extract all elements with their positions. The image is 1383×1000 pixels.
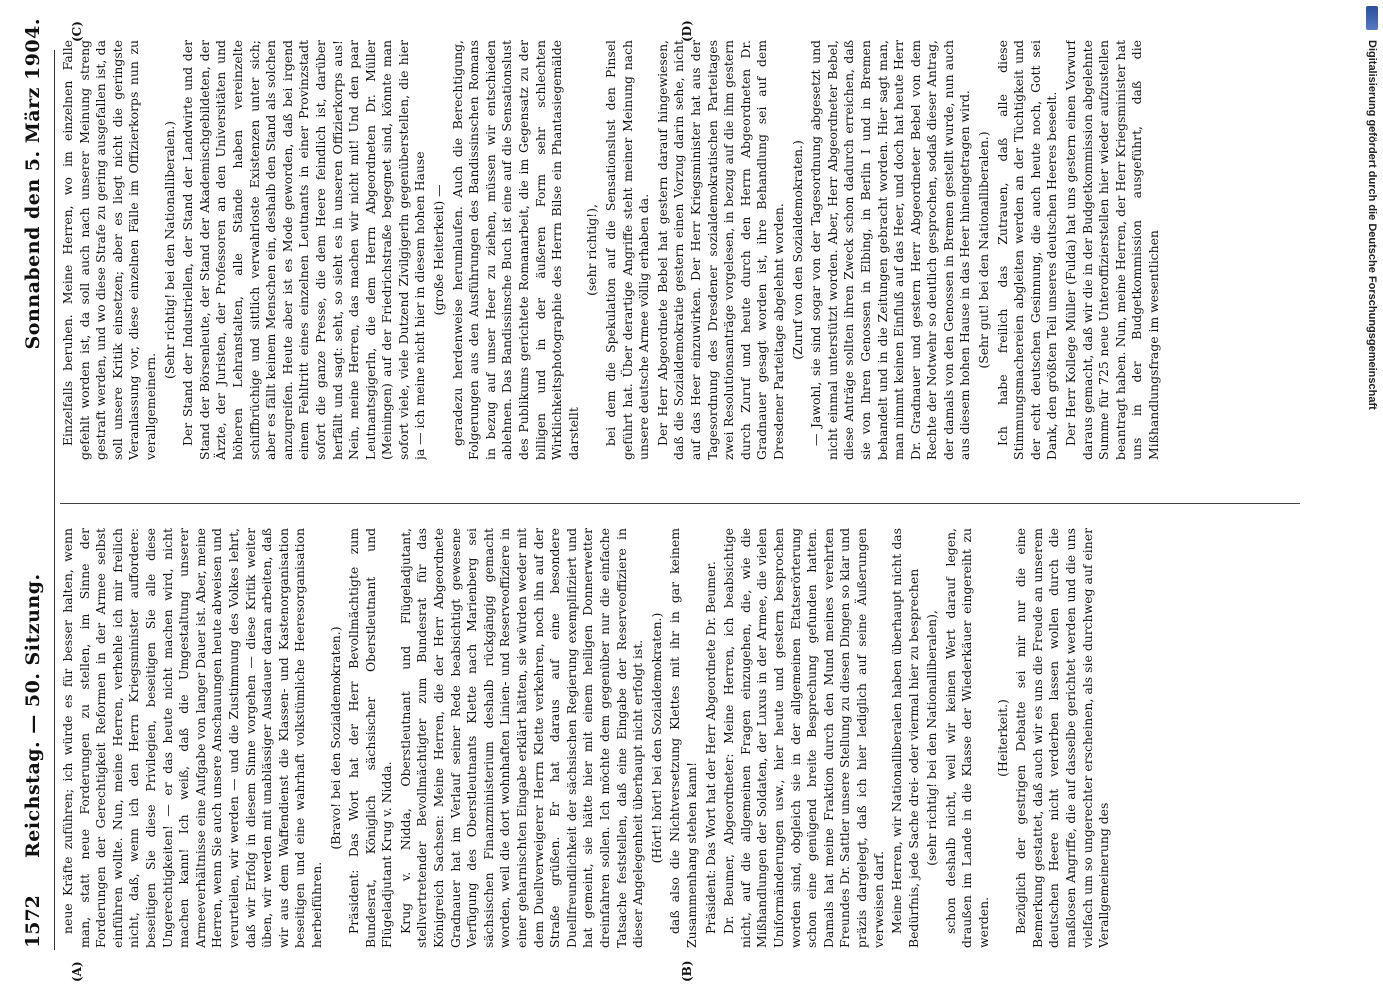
paragraph: (Hört! hört! bei den Sozialdemokraten.): [648, 612, 664, 864]
paragraph: (Zuruf von den Sozialdemokraten.): [789, 140, 805, 360]
margin-marker-a: (A): [70, 961, 84, 982]
paragraph: Einzelfalls beruhen. Meine Herren, wo im einzelnen Falle gefehlt worden ist, da soll auch nach unserer Meinung streng gestraft werden, und wo diese Strafe zu gering ausgefallen ist, da soll unsere Kritik einsetzen; aber es liegt nicht die geringste Veranlassung vor, diese einzelnen Fälle im Offizierkorps nun zu verallgemeinern.: [60, 40, 158, 460]
paragraph: daß also die Nichtversetzung Klettes mit ihr in gar keinem Zusammenhang stehen kann!: [667, 528, 699, 948]
credit-text: Digitalisierung gefördert durch die Deutsche Forschungsgemeinschaft: [1366, 40, 1378, 410]
paragraph: (große Heiterkeit) —: [431, 184, 447, 316]
right-text-column: [60, 40, 1315, 460]
session-title: Reichstag. — 50. Sitzung.: [22, 573, 44, 858]
margin-marker-c: (C): [70, 21, 84, 42]
left-text-column: [60, 528, 1315, 948]
paragraph: Der Herr Kollege Müller (Fulda) hat uns gestern einen Vorwurf daraus gemacht, daß wir die in der Budgetkommission abgelehnte Summe für 725 neue Unteroffizierstellen hier wieder aufzustellen beantragt haben. Nun, meine Herren, der Herr Kriegsminister hat uns in der Budgetkommission ausgeführt, daß die Mißhandlungsfrage im wesentlichen: [1063, 40, 1161, 460]
paragraph: Dr. Beumer, Abgeordneter: Meine Herren, ich beabsichtige nicht, auf die allgemeinen Fragen einzugehen, die, wie die Mißhandlungen der Soldaten, der Luxus in der Armee, die vielen Uniformänderungen usw., hier heute und gestern besprochen worden sind, obgleich sie in der allgemeinen Etatserörterung schon eine genügend breite Besprechung gefunden hatten. Damals hat meine Fraktion durch den Mund meines verehrten Freundes Dr. Sattler unsere Stellung zu diesen Dingen so klar und präzis dargelegt, daß ich hier lediglich auf seine Äußerungen verweisen darf.: [721, 528, 886, 948]
column-divider: [60, 503, 1300, 504]
paragraph: (sehr richtig! bei den Nationalliberalen),: [924, 610, 940, 866]
digitization-credit: [1366, 6, 1380, 986]
paragraph: Bezüglich der gestrigen Debatte sei mir nur die eine Bemerkung gestattet, daß auch wir es uns die Freude an unserem deutschen Heere nicht verderben lassen wollen durch die maßlosen Angriffe, die auf dasselbe gerichtet werden und die uns vielfach um so ungerechter erscheinen, als sie durchweg auf einer Verallgemeinerung des: [1013, 528, 1112, 948]
paragraph: (Sehr gut! bei den Nationalliberalen.): [976, 131, 992, 369]
margin-marker-d: (D): [680, 20, 694, 42]
paragraph: (Sehr richtig! bei den Nationalliberalen.): [161, 121, 177, 379]
paragraph: Präsident: Das Wort hat der Herr Abgeordnete Dr. Beumer.: [702, 561, 718, 934]
header-rule: [54, 50, 55, 950]
paragraph: — Jawohl, sie sind sogar von der Tagesordnung abgesetzt und nicht einmal unterstützt worden. Aber, Herr Abgeordneter Bebel, diese Anträge sollten ihren Zweck schon dadurch erreichen, daß sie von Ihren Genossen in Elbing, in Berlin I und in Bremen behandelt und in die Zeitungen gebracht worden. Hier sagt man, man nimmt keinen Einfluß auf das Heer, und doch hat heute Herr Dr. Gradnauer und gestern Herr Abgeordneter Bebel von dem Rechte der Notwehr so deutlich gesprochen, sodaß dieser Antrag, der damals von den Genossen in Bremen gestellt wurde, nun auch aus diesem hohen Hause in das Heer hineingetragen wird.: [808, 40, 973, 460]
paragraph: geradezu herdenweise herumlaufen. Auch die Berechtigung, Folgerungen aus den Ausführungen des Bandissinschen Romans in bezug auf unser Heer zu ziehen, müssen wir entschieden ablehnen. Das Bandissinsche Buch ist eine auf die Sensationslust des Publikums gerichtete Romanarbeit, die im Gegensatz zu der billigen und in der äußeren Form sehr schlechten Wirklichkeitsphotographie des Herrn Bilse ein Phantasiegemälde darstellt: [449, 40, 581, 460]
session-date: Sonnabend den 5. März 1904.: [22, 18, 44, 350]
paragraph: (sehr richtig!),: [584, 204, 600, 296]
page-number: 1572: [22, 895, 44, 948]
paragraph: schon deshalb nicht, weil wir keinen Wert darauf legen, draußen im Lande in die Klasse der Wiederkäuer eingereiht zu werden.: [942, 528, 992, 948]
page-header: [22, 8, 52, 948]
paragraph: Präsident: Das Wort hat der Herr Bevollmächtigte zum Bundesrat, Königlich sächsischer Oberstleutnant und Flügeladjutant Krug v. Nidda.: [346, 528, 395, 948]
paragraph: Krug v. Nidda, Oberstleutnant und Flügeladjutant, stellvertretender Bevollmächtigter zum Bundesrat für das Königreich Sachsen: Meine Herren, die der Herr Abgeordnete Gradnauer hat im Verlauf seiner Rede beabsichtigt gewesene Verfügung des Oberstleutnants Klette nach Marienberg sei sächsischen Finanzministerium deshalb rückgängig gemacht worden, weil die dort wohnhaften Linien- und Reserveoffiziere in einer geharnischten Eingabe erklärt hätten, sie würden weder mit dem Duellverweigerer Herrn Klette verkehren, noch ihn auf der Straße grüßen. Er hat daraus auf eine besondere Duellfreundlichkeit der sächsischen Regierung exemplifiziert und hat gemeint, sie hätte hier mit einem heiligen Donnerwetter dreinfahren sollen. Ich möchte dem gegenüber nur die einfache Tatsache feststellen, daß eine Eingabe der Reserveoffiziere in dieser Angelegenheit überhaupt nicht erfolgt ist.: [397, 528, 646, 948]
paragraph: Meine Herren, wir Nationalliberalen haben überhaupt nicht das Bedürfnis, jede Sache drei- oder viermal hier zu besprechen: [889, 528, 921, 948]
paragraph: (Heiterkeit.): [994, 699, 1010, 777]
paragraph: bei dem die Spekulation auf die Sensationslust den Pinsel geführt hat. Über derartige Angriffe steht meiner Meinung nach unsere deutsche Armee völlig erhaben da.: [603, 40, 652, 460]
margin-marker-b: (B): [680, 960, 694, 982]
paragraph: (Bravo! bei den Sozialdemokraten.): [327, 626, 343, 850]
paragraph: Der Herr Abgeordnete Bebel hat gestern darauf hingewiesen, daß die Sozialdemokratie gestern einen Vorzug darin sehe, nicht auf das Heer einzuwirken. Der Herr Kriegsminister hat aus der Tagesordnung des Dresdener sozialdemokratischen Parteitages zwei Resolutionsanträge vorgelesen, in bezug auf die ihm gestern durch Zuruf und heute durch den Herrn Abgeordneten Dr. Gradnauer gesagt worden ist, ihre Behandlung sei auf dem Dresdener Parteitage abgelehnt worden.: [654, 40, 786, 460]
paragraph: neue Kräfte zuführen; ich würde es für besser halten, wenn man, statt neue Forderungen zu stellen, im Sinne der Forderungen der Gerechtigkeit Reformen in der Armee selbst einführen wollte. Nun, meine Herren, verhehle ich mir freilich nicht, daß, wenn ich den Herrn Kriegsminister auffordere: beseitigen Sie diese Privilegien, beseitigen Sie alle diese Ungerechtigkeiten! — er das heute nicht machen wird, nicht machen kann! Ich weiß, daß die Umgestaltung unserer Armeeverhältnisse eine Aufgabe von langer Dauer ist. Aber, meine Herren, wenn Sie auch unsere Anschauungen heute abweisen und verurteilen, wir werden — und die Zustimmung des Volkes lehrt, daß wir Erfolg in diesem Sinne vorgehen — diese Kritik weiter üben, wir werden mit unablässiger Ausdauer daran arbeiten, daß wir aus dem Waffendienst die Klassen- und Kastenorganisation beseitigen und eine wahrhaft volkstümliche Heeresorganisation herbeiführen.: [60, 528, 324, 948]
paragraph: Der Stand der Industriellen, der Stand der Landwirte und der Stand der Börsenleute, der Stand der Akademischgebildeten, der Ärzte, der Juristen, der Professoren an den Universitäten und höheren Lehranstalten, alle Stände haben vereinzelte schiffbrüchige und sittlich verwahrloste Existenzen unter sich; aber es fällt keinem Menschen ein, deshalb den Stand als solchen anzugreifen. Heute aber ist es Mode geworden, daß bei irgend einem Fehltritt eines einzelnen Leutnants in einer Provinzstadt sofort die ganze Presse, die dem Heere feindlich ist, darüber herfällt und sagt: seht, so sieht es in unseren Offizierkorps aus! Nein, meine Herren, das machen wir nicht mit! Und den paar Leutnantsgigerln, die dem Herrn Abgeordneten Dr. Müller (Meiningen) auf der Friedrichstraße begegnet sind, könnte man sofort viele, viele Dutzend Zivilgigerln gegenüberstellen, die hier ja — ich meine nicht hier in diesem hohen Hause: [180, 40, 428, 460]
paragraph: Ich habe freilich das Zutrauen, daß alle diese Stimmungsmachereien abgleiten werden an der Tüchtigkeit und der echt deutschen Gesinnung, die auch heute noch, Gott sei Dank, den größten Teil unseres deutschen Heeres beseelt.: [994, 40, 1060, 460]
